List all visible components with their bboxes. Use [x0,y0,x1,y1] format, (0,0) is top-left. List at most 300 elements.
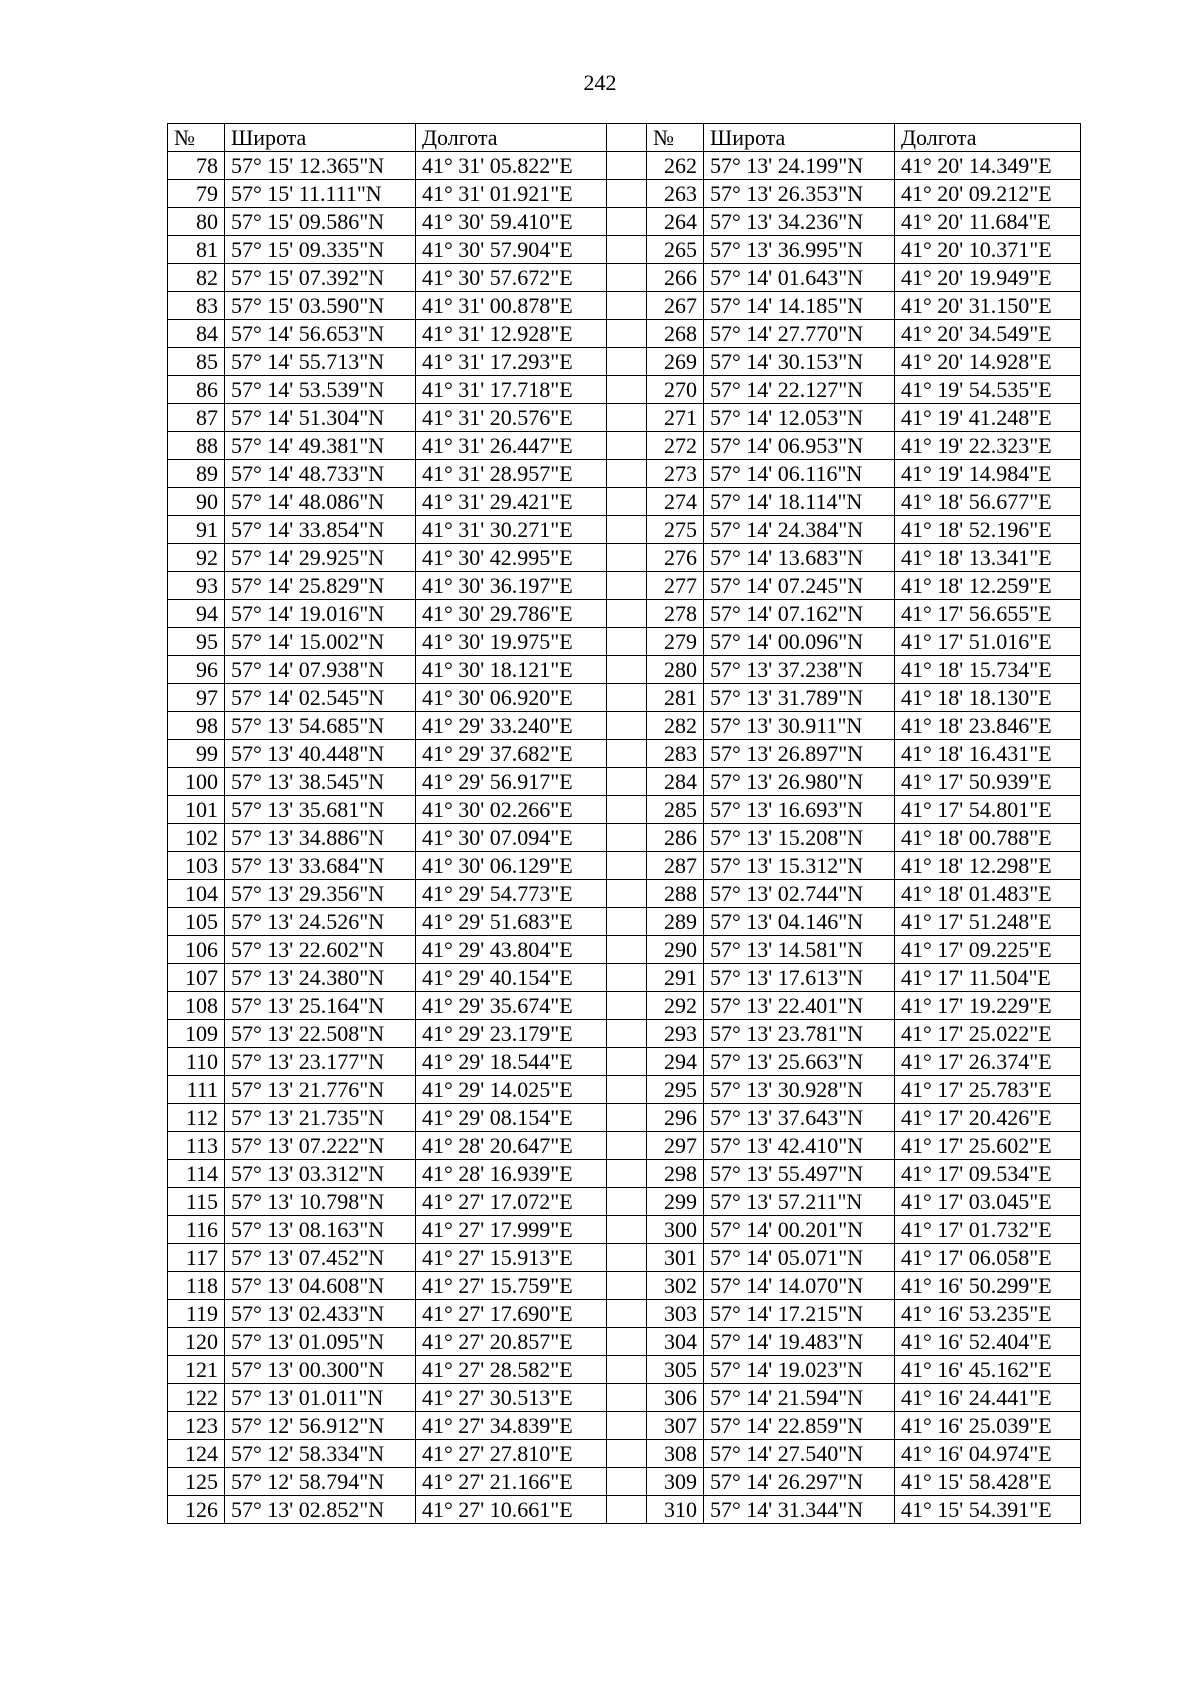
latitude: 57° 13' 37.238"N [704,656,895,684]
point-number: 279 [647,628,704,656]
latitude: 57° 12' 58.794"N [225,1468,416,1496]
point-number: 94 [168,600,225,628]
page-number: 242 [583,70,617,95]
latitude: 57° 14' 29.925"N [225,544,416,572]
point-number: 122 [168,1384,225,1412]
latitude: 57° 13' 30.911"N [704,712,895,740]
point-number: 125 [168,1468,225,1496]
point-number: 118 [168,1272,225,1300]
table-row [168,824,1081,852]
point-number: 85 [168,348,225,376]
column-separator [607,600,647,628]
column-separator [607,264,647,292]
table-row [168,992,1081,1020]
latitude: 57° 13' 15.312"N [704,852,895,880]
point-number: 102 [168,824,225,852]
point-number: 115 [168,1188,225,1216]
longitude: 41° 18' 16.431"E [895,740,1081,768]
longitude: 41° 15' 54.391"E [895,1496,1081,1524]
latitude: 57° 13' 22.508"N [225,1020,416,1048]
latitude: 57° 13' 26.897"N [704,740,895,768]
point-number: 93 [168,572,225,600]
latitude: 57° 13' 21.776"N [225,1076,416,1104]
latitude: 57° 14' 05.071"N [704,1244,895,1272]
table-row [168,1216,1081,1244]
longitude: 41° 20' 14.349"E [895,152,1081,180]
point-number: 111 [168,1076,225,1104]
longitude: 41° 31' 12.928"E [416,320,607,348]
point-number: 101 [168,796,225,824]
header-longitude-left: Долгота [416,124,607,152]
longitude: 41° 17' 51.248"E [895,908,1081,936]
longitude: 41° 16' 53.235"E [895,1300,1081,1328]
coordinates-table [167,123,1081,1524]
latitude: 57° 14' 55.713"N [225,348,416,376]
table-row [168,656,1081,684]
table-row [168,1384,1081,1412]
latitude: 57° 13' 16.693"N [704,796,895,824]
longitude: 41° 31' 00.878"E [416,292,607,320]
column-separator [607,152,647,180]
latitude: 57° 14' 01.643"N [704,264,895,292]
longitude: 41° 31' 05.822"E [416,152,607,180]
point-number: 291 [647,964,704,992]
longitude: 41° 16' 24.441"E [895,1384,1081,1412]
longitude: 41° 29' 23.179"E [416,1020,607,1048]
table-row [168,600,1081,628]
column-separator [607,1496,647,1524]
point-number: 79 [168,180,225,208]
latitude: 57° 14' 06.953"N [704,432,895,460]
latitude: 57° 14' 33.854"N [225,516,416,544]
longitude: 41° 19' 22.323"E [895,432,1081,460]
column-separator [607,824,647,852]
latitude: 57° 14' 07.938"N [225,656,416,684]
longitude: 41° 27' 17.072"E [416,1188,607,1216]
point-number: 92 [168,544,225,572]
longitude: 41° 20' 09.212"E [895,180,1081,208]
point-number: 112 [168,1104,225,1132]
longitude: 41° 20' 11.684"E [895,208,1081,236]
longitude: 41° 29' 54.773"E [416,880,607,908]
latitude: 57° 13' 02.744"N [704,880,895,908]
point-number: 107 [168,964,225,992]
column-separator [607,124,647,152]
longitude: 41° 18' 23.846"E [895,712,1081,740]
table-row [168,1020,1081,1048]
longitude: 41° 27' 15.913"E [416,1244,607,1272]
point-number: 272 [647,432,704,460]
point-number: 262 [647,152,704,180]
header-latitude-left: Широта [225,124,416,152]
column-separator [607,684,647,712]
table-row [168,1048,1081,1076]
latitude: 57° 13' 08.163"N [225,1216,416,1244]
column-separator [607,880,647,908]
table-row [168,796,1081,824]
point-number: 269 [647,348,704,376]
column-separator [607,208,647,236]
longitude: 41° 20' 34.549"E [895,320,1081,348]
table-row [168,180,1081,208]
table-body [168,152,1081,1524]
longitude: 41° 17' 09.534"E [895,1160,1081,1188]
column-separator [607,740,647,768]
longitude: 41° 16' 25.039"E [895,1412,1081,1440]
latitude: 57° 14' 27.770"N [704,320,895,348]
column-separator [607,292,647,320]
latitude: 57° 13' 22.401"N [704,992,895,1020]
longitude: 41° 17' 56.655"E [895,600,1081,628]
point-number: 288 [647,880,704,908]
column-separator [607,1160,647,1188]
latitude: 57° 13' 25.663"N [704,1048,895,1076]
latitude: 57° 14' 19.483"N [704,1328,895,1356]
longitude: 41° 28' 20.647"E [416,1132,607,1160]
longitude: 41° 30' 59.410"E [416,208,607,236]
longitude: 41° 20' 10.371"E [895,236,1081,264]
latitude: 57° 13' 29.356"N [225,880,416,908]
table-row [168,292,1081,320]
column-separator [607,432,647,460]
table-header-row [168,124,1081,152]
point-number: 307 [647,1412,704,1440]
column-separator [607,908,647,936]
longitude: 41° 19' 54.535"E [895,376,1081,404]
table-row [168,488,1081,516]
longitude: 41° 17' 11.504"E [895,964,1081,992]
longitude: 41° 31' 17.718"E [416,376,607,404]
latitude: 57° 13' 54.685"N [225,712,416,740]
longitude: 41° 18' 18.130"E [895,684,1081,712]
longitude: 41° 18' 12.298"E [895,852,1081,880]
point-number: 263 [647,180,704,208]
longitude: 41° 16' 04.974"E [895,1440,1081,1468]
longitude: 41° 18' 12.259"E [895,572,1081,600]
latitude: 57° 13' 37.643"N [704,1104,895,1132]
point-number: 302 [647,1272,704,1300]
latitude: 57° 14' 19.016"N [225,600,416,628]
longitude: 41° 18' 56.677"E [895,488,1081,516]
longitude: 41° 19' 41.248"E [895,404,1081,432]
latitude: 57° 14' 07.162"N [704,600,895,628]
latitude: 57° 13' 01.011"N [225,1384,416,1412]
longitude: 41° 17' 25.783"E [895,1076,1081,1104]
column-separator [607,1244,647,1272]
table-row [168,1132,1081,1160]
point-number: 106 [168,936,225,964]
latitude: 57° 14' 13.683"N [704,544,895,572]
point-number: 294 [647,1048,704,1076]
column-separator [607,544,647,572]
table-row [168,264,1081,292]
column-separator [607,1216,647,1244]
point-number: 267 [647,292,704,320]
column-separator [607,180,647,208]
latitude: 57° 13' 14.581"N [704,936,895,964]
point-number: 114 [168,1160,225,1188]
point-number: 91 [168,516,225,544]
latitude: 57° 15' 07.392"N [225,264,416,292]
table-row [168,1496,1081,1524]
longitude: 41° 29' 14.025"E [416,1076,607,1104]
table-row [168,852,1081,880]
longitude: 41° 17' 25.602"E [895,1132,1081,1160]
table-row [168,348,1081,376]
latitude: 57° 13' 04.608"N [225,1272,416,1300]
point-number: 103 [168,852,225,880]
point-number: 82 [168,264,225,292]
point-number: 89 [168,460,225,488]
point-number: 109 [168,1020,225,1048]
point-number: 308 [647,1440,704,1468]
point-number: 105 [168,908,225,936]
table-row [168,1160,1081,1188]
latitude: 57° 13' 24.380"N [225,964,416,992]
latitude: 57° 13' 17.613"N [704,964,895,992]
point-number: 268 [647,320,704,348]
table-row [168,208,1081,236]
point-number: 271 [647,404,704,432]
point-number: 290 [647,936,704,964]
longitude: 41° 27' 10.661"E [416,1496,607,1524]
longitude: 41° 16' 45.162"E [895,1356,1081,1384]
point-number: 126 [168,1496,225,1524]
point-number: 120 [168,1328,225,1356]
latitude: 57° 13' 26.353"N [704,180,895,208]
latitude: 57° 13' 03.312"N [225,1160,416,1188]
longitude: 41° 29' 33.240"E [416,712,607,740]
point-number: 270 [647,376,704,404]
point-number: 83 [168,292,225,320]
latitude: 57° 14' 49.381"N [225,432,416,460]
longitude: 41° 17' 03.045"E [895,1188,1081,1216]
latitude: 57° 15' 12.365"N [225,152,416,180]
longitude: 41° 30' 29.786"E [416,600,607,628]
latitude: 57° 14' 25.829"N [225,572,416,600]
latitude: 57° 13' 35.681"N [225,796,416,824]
point-number: 86 [168,376,225,404]
longitude: 41° 17' 01.732"E [895,1216,1081,1244]
point-number: 284 [647,768,704,796]
longitude: 41° 17' 26.374"E [895,1048,1081,1076]
header-longitude-right: Долгота [895,124,1081,152]
latitude: 57° 15' 03.590"N [225,292,416,320]
longitude: 41° 17' 50.939"E [895,768,1081,796]
longitude: 41° 27' 34.839"E [416,1412,607,1440]
table-row [168,320,1081,348]
point-number: 90 [168,488,225,516]
latitude: 57° 14' 07.245"N [704,572,895,600]
latitude: 57° 14' 22.127"N [704,376,895,404]
column-separator [607,964,647,992]
column-separator [607,628,647,656]
longitude: 41° 27' 27.810"E [416,1440,607,1468]
point-number: 104 [168,880,225,908]
longitude: 41° 30' 02.266"E [416,796,607,824]
longitude: 41° 30' 57.904"E [416,236,607,264]
column-separator [607,796,647,824]
column-separator [607,1132,647,1160]
column-separator [607,656,647,684]
latitude: 57° 13' 57.211"N [704,1188,895,1216]
latitude: 57° 13' 00.300"N [225,1356,416,1384]
table-row [168,712,1081,740]
point-number: 116 [168,1216,225,1244]
table-row [168,1328,1081,1356]
latitude: 57° 13' 34.886"N [225,824,416,852]
longitude: 41° 17' 51.016"E [895,628,1081,656]
point-number: 277 [647,572,704,600]
latitude: 57° 14' 27.540"N [704,1440,895,1468]
column-separator [607,936,647,964]
table-row [168,404,1081,432]
latitude: 57° 12' 58.334"N [225,1440,416,1468]
latitude: 57° 14' 17.215"N [704,1300,895,1328]
longitude: 41° 28' 16.939"E [416,1160,607,1188]
table-row [168,1104,1081,1132]
longitude: 41° 31' 20.576"E [416,404,607,432]
latitude: 57° 13' 34.236"N [704,208,895,236]
point-number: 266 [647,264,704,292]
table-row [168,572,1081,600]
latitude: 57° 13' 02.433"N [225,1300,416,1328]
latitude: 57° 14' 30.153"N [704,348,895,376]
column-separator [607,852,647,880]
point-number: 273 [647,460,704,488]
longitude: 41° 30' 19.975"E [416,628,607,656]
column-separator [607,488,647,516]
latitude: 57° 13' 26.980"N [704,768,895,796]
longitude: 41° 29' 35.674"E [416,992,607,1020]
point-number: 96 [168,656,225,684]
point-number: 293 [647,1020,704,1048]
point-number: 124 [168,1440,225,1468]
point-number: 113 [168,1132,225,1160]
point-number: 275 [647,516,704,544]
header-number-left: № [168,124,225,152]
latitude: 57° 13' 01.095"N [225,1328,416,1356]
table-row [168,936,1081,964]
point-number: 301 [647,1244,704,1272]
longitude: 41° 31' 29.421"E [416,488,607,516]
column-separator [607,376,647,404]
latitude: 57° 13' 15.208"N [704,824,895,852]
table-row [168,1244,1081,1272]
longitude: 41° 30' 06.129"E [416,852,607,880]
column-separator [607,1440,647,1468]
longitude: 41° 31' 17.293"E [416,348,607,376]
longitude: 41° 27' 17.999"E [416,1216,607,1244]
latitude: 57° 13' 25.164"N [225,992,416,1020]
point-number: 306 [647,1384,704,1412]
longitude: 41° 17' 20.426"E [895,1104,1081,1132]
longitude: 41° 17' 06.058"E [895,1244,1081,1272]
point-number: 119 [168,1300,225,1328]
table-row [168,768,1081,796]
latitude: 57° 14' 51.304"N [225,404,416,432]
longitude: 41° 27' 21.166"E [416,1468,607,1496]
table-row [168,1356,1081,1384]
point-number: 278 [647,600,704,628]
point-number: 303 [647,1300,704,1328]
column-separator [607,1384,647,1412]
longitude: 41° 29' 51.683"E [416,908,607,936]
point-number: 123 [168,1412,225,1440]
point-number: 297 [647,1132,704,1160]
latitude: 57° 14' 31.344"N [704,1496,895,1524]
point-number: 97 [168,684,225,712]
table-row [168,964,1081,992]
latitude: 57° 14' 00.096"N [704,628,895,656]
longitude: 41° 20' 31.150"E [895,292,1081,320]
longitude: 41° 31' 28.957"E [416,460,607,488]
column-separator [607,768,647,796]
column-separator [607,992,647,1020]
point-number: 298 [647,1160,704,1188]
latitude: 57° 13' 23.177"N [225,1048,416,1076]
latitude: 57° 13' 33.684"N [225,852,416,880]
latitude: 57° 13' 24.526"N [225,908,416,936]
point-number: 95 [168,628,225,656]
point-number: 78 [168,152,225,180]
table-row [168,1076,1081,1104]
point-number: 286 [647,824,704,852]
longitude: 41° 30' 36.197"E [416,572,607,600]
latitude: 57° 13' 55.497"N [704,1160,895,1188]
latitude: 57° 14' 14.185"N [704,292,895,320]
column-separator [607,1412,647,1440]
point-number: 121 [168,1356,225,1384]
table-row [168,1440,1081,1468]
point-number: 84 [168,320,225,348]
point-number: 283 [647,740,704,768]
table-row [168,236,1081,264]
longitude: 41° 27' 28.582"E [416,1356,607,1384]
point-number: 309 [647,1468,704,1496]
column-separator [607,1188,647,1216]
column-separator [607,236,647,264]
point-number: 81 [168,236,225,264]
column-separator [607,1076,647,1104]
point-number: 274 [647,488,704,516]
latitude: 57° 13' 07.222"N [225,1132,416,1160]
point-number: 98 [168,712,225,740]
point-number: 281 [647,684,704,712]
longitude: 41° 17' 54.801"E [895,796,1081,824]
point-number: 310 [647,1496,704,1524]
longitude: 41° 18' 01.483"E [895,880,1081,908]
longitude: 41° 30' 06.920"E [416,684,607,712]
column-separator [607,712,647,740]
table-row [168,544,1081,572]
latitude: 57° 13' 30.928"N [704,1076,895,1104]
table-row [168,684,1081,712]
longitude: 41° 17' 09.225"E [895,936,1081,964]
longitude: 41° 31' 30.271"E [416,516,607,544]
table-row [168,460,1081,488]
latitude: 57° 13' 40.448"N [225,740,416,768]
longitude: 41° 29' 37.682"E [416,740,607,768]
column-separator [607,1020,647,1048]
latitude: 57° 13' 22.602"N [225,936,416,964]
table-row [168,908,1081,936]
longitude: 41° 18' 13.341"E [895,544,1081,572]
table-row [168,740,1081,768]
longitude: 41° 30' 42.995"E [416,544,607,572]
longitude: 41° 16' 52.404"E [895,1328,1081,1356]
longitude: 41° 31' 01.921"E [416,180,607,208]
